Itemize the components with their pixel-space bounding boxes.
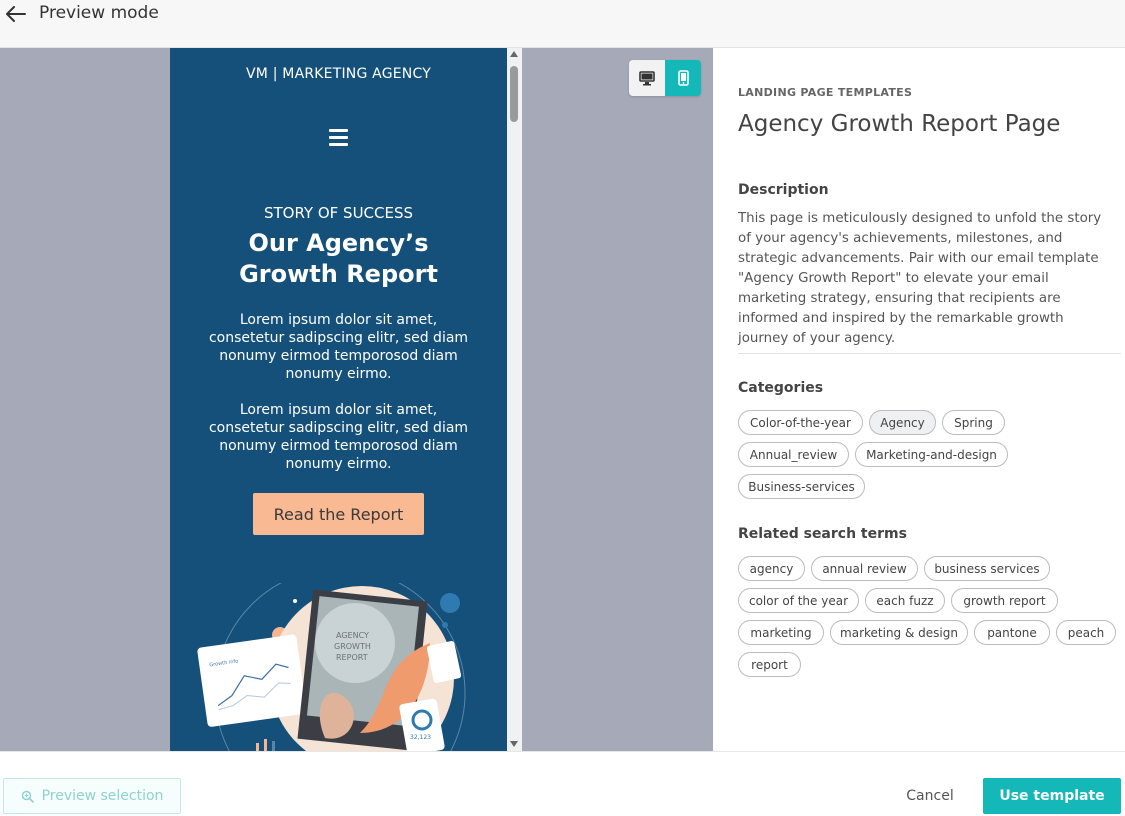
scroll-thumb[interactable] [510,66,518,122]
search-term-chip[interactable]: color of the year [738,588,859,613]
preview-selection-button[interactable] [3,778,181,814]
details-kicker: LANDING PAGE TEMPLATES [738,86,913,99]
back-arrow-icon[interactable] [4,2,28,26]
decor-dot-white [293,599,297,603]
growth-report-illustration [190,583,490,751]
read-report-button[interactable]: Read the Report [253,493,424,535]
hero-title-line1: Our Agency’s [248,229,429,257]
preview-canvas [0,48,713,751]
search-term-chip[interactable]: peach [1056,620,1116,645]
search-term-chip[interactable]: agency [738,556,805,581]
preview-scrollbar[interactable] [507,48,522,751]
search-term-chip[interactable]: growth report [951,588,1058,613]
category-chip[interactable]: Spring [942,410,1005,435]
mobile-view-button[interactable] [665,60,701,96]
hero-title-line2: Growth Report [239,260,438,288]
cancel-button[interactable]: Cancel [906,788,954,804]
search-term-chip[interactable]: report [738,652,801,677]
book-text-2: GROWTH [334,642,371,651]
search-term-chip[interactable]: marketing [738,620,824,645]
zoom-search-icon [21,790,34,803]
hamburger-menu-icon[interactable] [329,129,348,146]
description-heading: Description [738,182,829,198]
template-details-panel [713,48,1125,751]
top-bar [0,0,1125,48]
scroll-up-arrow-icon[interactable] [510,51,518,57]
bar-mark-1 [256,743,259,751]
preview-selection-label: Preview selection [41,788,164,804]
preview-paragraph-1: Lorem ipsum dolor sit amet, consetetur sadipscing elitr, sed diam nonumy eirmod temporosod diam nonumy eirmo. [208,312,469,382]
search-term-chip[interactable]: annual review [811,556,918,581]
template-title: Agency Growth Report Page [738,111,1061,137]
category-chip[interactable]: Marketing-and-design [855,442,1008,467]
search-term-chip[interactable]: pantone [974,620,1050,645]
description-text: This page is meticulously designed to unfold the story of your agency's achievements, milestones, and strategic advancements. Pair with our email template "Agency Growth Report" to elevate your email marketing strategy, ensuring that recipients are informed and inspired by the remarkable growth journey of your agency. [738,211,1102,346]
bar-mark-3 [272,741,275,751]
preview-kicker: STORY OF SUCCESS [263,204,414,222]
category-chip[interactable]: Agency [869,410,936,435]
footer-bar [0,751,1125,816]
preview-hero-title [170,228,507,290]
bar-mark-2 [264,739,267,751]
decor-dot-blue [440,593,460,613]
scroll-down-arrow-icon[interactable] [510,741,518,747]
desktop-view-button[interactable] [629,60,665,96]
category-chip[interactable]: Business-services [738,474,865,499]
growth-chart-card [197,634,307,727]
desktop-icon [639,71,655,86]
related-terms-heading: Related search terms [738,526,907,542]
search-term-chip[interactable]: each fuzz [865,588,945,613]
mobile-preview-frame[interactable] [170,48,507,751]
use-template-button[interactable]: Use template [983,778,1121,814]
search-term-chip[interactable]: marketing & design [830,620,968,645]
book-text-3: REPORT [336,653,368,662]
category-chip[interactable]: Color-of-the-year [738,410,863,435]
book-text-1: AGENCY [336,631,369,640]
categories-heading: Categories [738,380,824,396]
chart-card-title: Growth info [209,658,239,669]
device-toggle [629,60,701,96]
divider [738,353,1121,354]
category-chip[interactable]: Annual_review [738,442,849,467]
preview-brand: VM | MARKETING AGENCY [246,66,431,82]
mobile-icon [678,70,689,86]
search-term-chip[interactable]: business services [924,556,1050,581]
stats-value: 32,123 [410,734,431,741]
decor-dot-small [442,622,448,628]
preview-paragraph-2: Lorem ipsum dolor sit amet, consetetur sadipscing elitr, sed diam nonumy eirmod temporosod diam nonumy eirmo. [208,402,469,472]
page-title: Preview mode [39,3,159,23]
